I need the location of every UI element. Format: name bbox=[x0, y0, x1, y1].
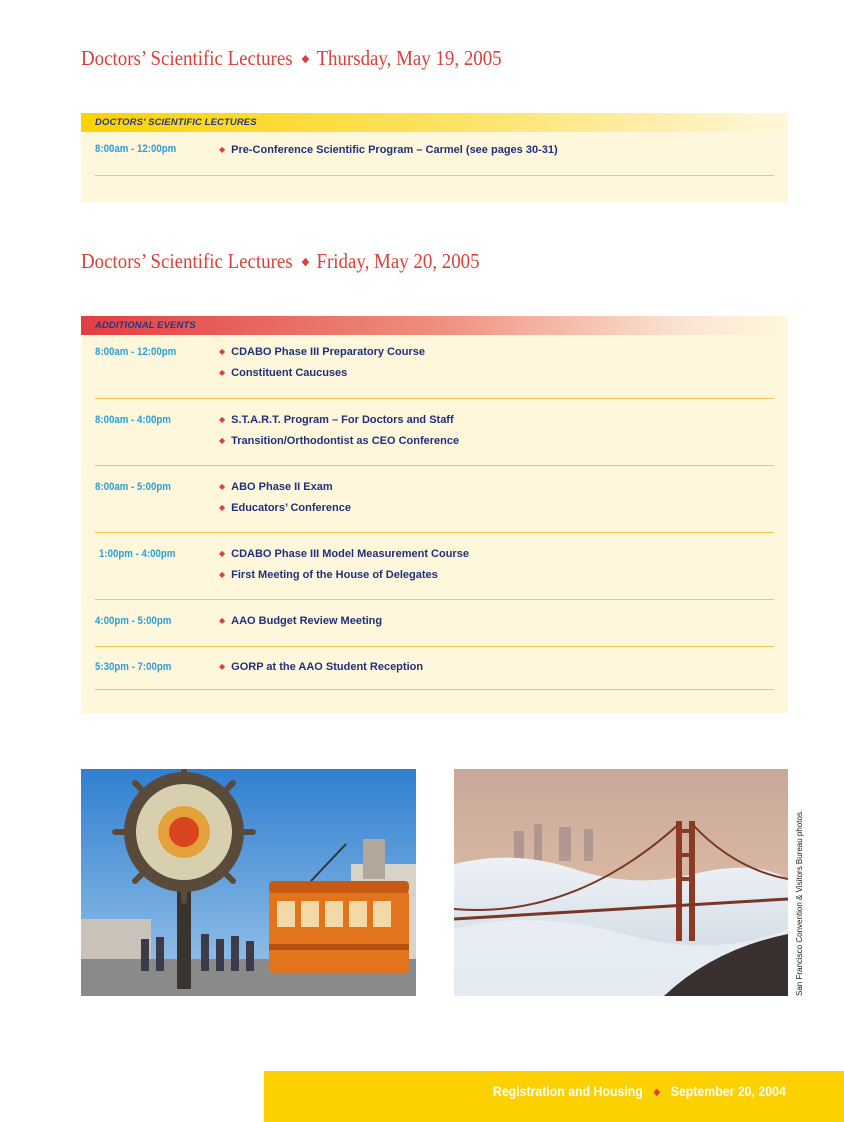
schedule-panel-thursday bbox=[81, 113, 788, 202]
diamond-icon: ◆ bbox=[653, 1087, 661, 1098]
photo-golden-gate-bridge bbox=[454, 769, 788, 996]
row-time: 1:00pm - 4:00pm bbox=[99, 548, 176, 560]
footer-text bbox=[493, 1071, 786, 1111]
row-time: 8:00am - 4:00pm bbox=[95, 414, 171, 426]
section-heading-friday bbox=[81, 249, 480, 274]
photo-credit: San Francisco Convention & Visitors Bureau photos. bbox=[795, 809, 804, 996]
heading-label: Doctors’ Scientific Lectures bbox=[81, 249, 293, 273]
footer-label: Registration and Housing bbox=[493, 1083, 644, 1099]
schedule-row bbox=[95, 600, 774, 647]
schedule-row bbox=[95, 335, 774, 399]
photo-fishermans-wharf bbox=[81, 769, 416, 996]
row-event: ◆ Transition/Orthodontist as CEO Conference bbox=[219, 435, 460, 447]
row-time: 8:00am - 5:00pm bbox=[95, 481, 171, 493]
row-event: ◆ ABO Phase II Exam bbox=[219, 481, 333, 493]
bullet-diamond-icon: ◆ bbox=[219, 145, 226, 154]
section-band: DOCTORS’ SCIENTIFIC LECTURES bbox=[81, 113, 788, 132]
row-event: ◆ S.T.A.R.T. Program – For Doctors and Staff bbox=[219, 414, 454, 426]
bullet-diamond-icon: ◆ bbox=[219, 415, 226, 424]
schedule-row bbox=[95, 399, 774, 466]
row-event: ◆ AAO Budget Review Meeting bbox=[219, 615, 383, 627]
schedule-row bbox=[95, 466, 774, 533]
row-event: ◆ Pre-Conference Scientific Program – Carmel (see pages 30-31) bbox=[219, 144, 558, 156]
schedule-row bbox=[95, 132, 774, 176]
row-time: 5:30pm - 7:00pm bbox=[95, 661, 172, 673]
bullet-diamond-icon: ◆ bbox=[219, 616, 226, 625]
footer-date: September 20, 2004 bbox=[670, 1083, 786, 1099]
schedule-row bbox=[95, 647, 774, 690]
diamond-icon: ◆ bbox=[301, 52, 310, 65]
section-heading-thursday bbox=[81, 46, 502, 71]
schedule-panel-friday bbox=[81, 316, 788, 713]
diamond-icon: ◆ bbox=[301, 255, 310, 268]
footer-bar bbox=[264, 1071, 844, 1122]
bullet-diamond-icon: ◆ bbox=[219, 503, 226, 512]
bullet-diamond-icon: ◆ bbox=[219, 482, 226, 491]
row-event: ◆ GORP at the AAO Student Reception bbox=[219, 661, 424, 673]
row-event: ◆ CDABO Phase III Preparatory Course bbox=[219, 346, 425, 358]
heading-label: Doctors’ Scientific Lectures bbox=[81, 46, 293, 70]
bullet-diamond-icon: ◆ bbox=[219, 549, 226, 558]
heading-date: Friday, May 20, 2005 bbox=[316, 249, 480, 273]
row-time: 4:00pm - 5:00pm bbox=[95, 615, 172, 627]
bullet-diamond-icon: ◆ bbox=[219, 662, 226, 671]
row-event: ◆ First Meeting of the House of Delegates bbox=[219, 569, 438, 581]
row-event: ◆ Constituent Caucuses bbox=[219, 367, 348, 379]
heading-date: Thursday, May 19, 2005 bbox=[316, 46, 502, 70]
section-band: ADDITIONAL EVENTS bbox=[81, 316, 788, 335]
schedule-row bbox=[95, 533, 774, 600]
row-event: ◆ Educators’ Conference bbox=[219, 502, 351, 514]
bullet-diamond-icon: ◆ bbox=[219, 368, 226, 377]
bullet-diamond-icon: ◆ bbox=[219, 570, 226, 579]
bullet-diamond-icon: ◆ bbox=[219, 347, 226, 356]
row-time: 8:00am - 12:00pm bbox=[95, 143, 177, 155]
bullet-diamond-icon: ◆ bbox=[219, 436, 226, 445]
row-time: 8:00am - 12:00pm bbox=[95, 346, 177, 358]
row-event: ◆ CDABO Phase III Model Measurement Course bbox=[219, 548, 469, 560]
